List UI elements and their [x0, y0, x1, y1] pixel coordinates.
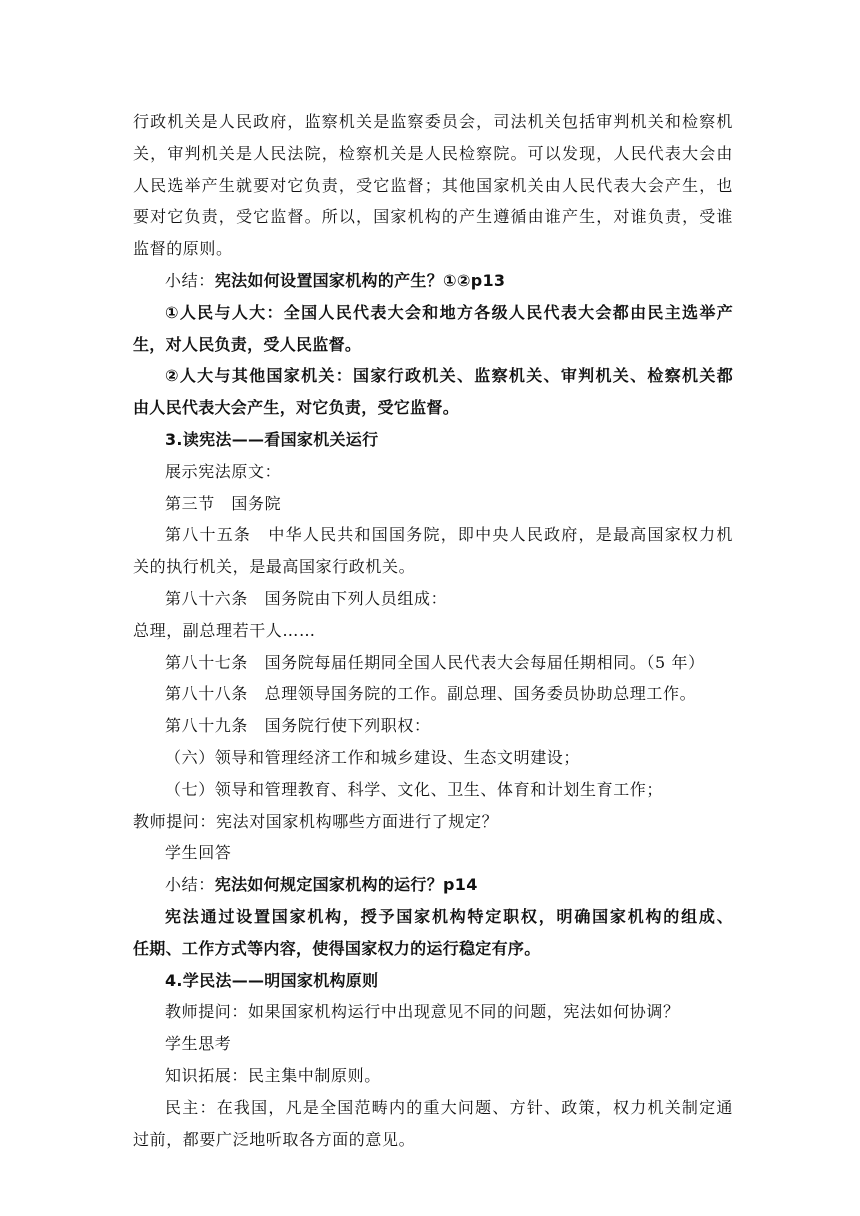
constitution-section-title: 第三节 国务院: [165, 493, 282, 513]
constitution-article: 总理，副总理若干人……: [133, 620, 316, 640]
paragraph-line: 展示宪法原文：: [165, 461, 282, 481]
constitution-article: 第八十五条 中华人民共和国国务院，即中央人民政府，是最高国家权力机: [165, 525, 733, 545]
student-thinking: 学生思考: [165, 1034, 232, 1054]
summary-label: 小结：: [165, 875, 215, 895]
summary-label: 小结：: [165, 270, 215, 290]
constitution-article: 第八十八条 总理领导国务院的工作。副总理、国务委员协助总理工作。: [165, 684, 697, 704]
student-answer: 学生回答: [165, 843, 232, 863]
bold-paragraph-line: 由人民代表大会产生，对它负责，受它监督。: [133, 398, 460, 418]
summary-question: 宪法如何规定国家机构的运行？p14: [214, 875, 478, 895]
paragraph-line: 要对它负责，受它监督。所以，国家机构的产生遵循由谁产生，对谁负责，受谁: [133, 207, 733, 227]
bold-paragraph-line: ①人民与人大：全国人民代表大会和地方各级人民代表大会都由民主选举产: [165, 302, 733, 322]
paragraph-line: 人民选举产生就要对它负责，受它监督；其他国家机关由人民代表大会产生，也: [133, 175, 733, 195]
teacher-question: 教师提问：如果国家机构运行中出现意见不同的问题，宪法如何协调？: [165, 1002, 680, 1022]
paragraph-line: 关，审判机关是人民法院，检察机关是人民检察院。可以发现，人民代表大会由: [133, 143, 733, 163]
constitution-article: 关的执行机关，是最高国家行政机关。: [133, 557, 416, 577]
summary-line: [133, 265, 733, 297]
teacher-question: 教师提问：宪法对国家机构哪些方面进行了规定？: [133, 811, 499, 831]
knowledge-extension: 知识拓展：民主集中制原则。: [165, 1065, 381, 1085]
constitution-clause: （七）领导和管理教育、科学、文化、卫生、体育和计划生育工作；: [165, 779, 664, 799]
paragraph-line: 监督的原则。: [133, 239, 233, 259]
section-heading: 4.学民法——明国家机构原则: [165, 970, 379, 990]
summary-line: [133, 869, 733, 901]
bold-paragraph-line: 任期、工作方式等内容，使得国家权力的运行稳定有序。: [133, 938, 541, 958]
constitution-article: 第八十七条 国务院每届任期同全国人民代表大会每届任期相同。（5 年）: [165, 652, 705, 672]
bold-paragraph-line: 生，对人民负责，受人民监督。: [133, 334, 362, 354]
paragraph-line: 民主：在我国，凡是全国范畴内的重大问题、方针、政策，权力机关制定通: [165, 1097, 733, 1117]
constitution-article: 第八十九条 国务院行使下列职权：: [165, 716, 431, 736]
bold-paragraph-line: 宪法通过设置国家机构，授予国家机构特定职权，明确国家机构的组成、: [165, 906, 733, 926]
summary-question: 宪法如何设置国家机构的产生？①②p13: [214, 270, 506, 290]
constitution-article: 第八十六条 国务院由下列人员组成：: [165, 588, 448, 608]
bold-paragraph-line: ②人大与其他国家机关：国家行政机关、监察机关、审判机关、检察机关都: [165, 366, 733, 386]
paragraph-line: 行政机关是人民政府，监察机关是监察委员会，司法机关包括审判机关和检察机: [133, 112, 733, 131]
constitution-clause: （六）领导和管理经济工作和城乡建设、生态文明建设；: [165, 747, 581, 767]
section-heading: 3.读宪法——看国家机关运行: [165, 429, 379, 449]
document-body: [133, 106, 733, 1155]
paragraph-line: 过前，都要广泛地听取各方面的意见。: [133, 1129, 416, 1149]
